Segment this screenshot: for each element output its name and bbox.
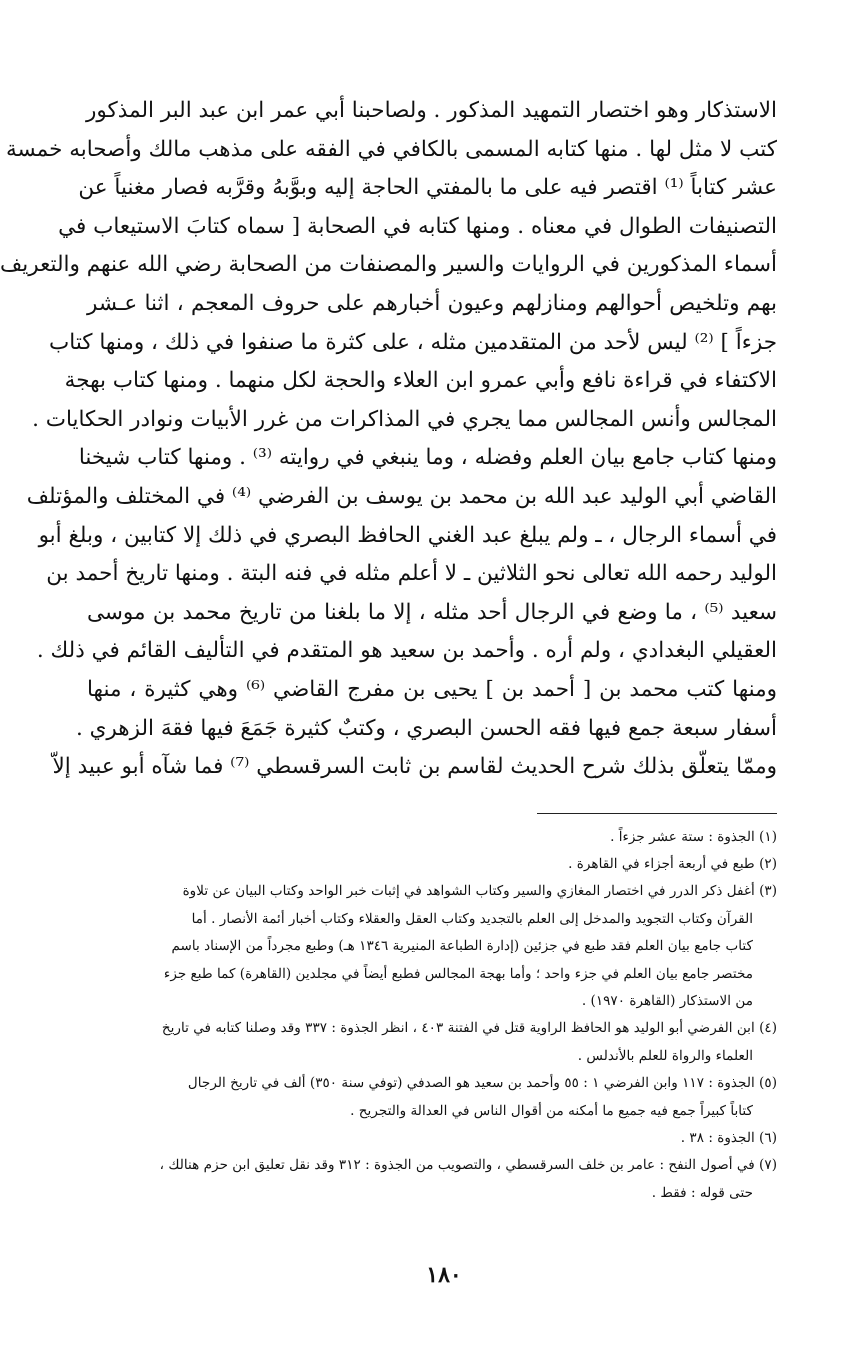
footnote: (٥) الجذوة : ١١٧ وابن الفرضي ١ : ٥٥ وأحمد بن سعيد هو الصدفي (توفي سنة ٣٥٠) ألف في تاريخ الرجال [187, 1075, 777, 1092]
page-number: ١٨٠ [426, 1262, 462, 1288]
text-line: أسماء المذكورين في الروايات والسير والمصنفات من الصحابة رضي الله عنهم والتعريف [0, 252, 777, 278]
footnote: (٤) ابن الفرضي أبو الوليد هو الحافظ الراوية قتل في الفتنة ٤٠٣ ، انظر الجذوة : ٣٣٧ وقد وصلنا كتابه في تاريخ [161, 1020, 777, 1037]
page-content [0, 92, 777, 1207]
footnote-continuation: كتاب جامع بيان العلم فقد طبع في جزئين (إدارة الطباعة المنيرية ١٣٤٦ هـ) وطبع مجرداً من الإسناد باسم [171, 938, 753, 955]
text-line: أسفار سبعة جمع فيها فقه الحسن البصري ، وكتبٌ كثيرة جَمَعَ فيها فقهَ الزهري . [75, 715, 777, 741]
footnote-continuation: العلماء والرواة للعلم بالأندلس . [577, 1047, 753, 1064]
text-line: العقيلي البغدادي ، ولم أره . وأحمد بن سعيد هو المتقدم في التأليف القائم في ذلك . [36, 638, 777, 664]
footnote-continuation: حتى قوله : فقط . [651, 1184, 753, 1201]
footnote-continuation: كتاباً كبيراً جمع فيه جميع ما أمكنه من أقوال الناس في العدالة والتجريح . [350, 1102, 753, 1119]
text-line: الاستذكار وهو اختصار التمهيد المذكور . ولصاحبنا أبي عمر ابن عبد البر المذكور [86, 98, 777, 123]
text-line: المجالس وأنس المجالس مما يجري في المذاكرات من غرر الأبيات ونوادر الحكايات . [32, 406, 777, 432]
text-line: في أسماء الرجال ، ـ ولم يبلغ عبد الغني الحافظ البصري في ذلك إلا كتابين ، وبلغ أبو [38, 522, 777, 548]
text-line: وممّا يتعلّق بذلك شرح الحديث لقاسم بن ثابت السرقسطي ⁽⁷⁾ فما شآه أبو عبيد إلاّ [52, 754, 777, 780]
text-line: سعيد ⁽⁵⁾ ، ما وضع في الرجال أحد مثله ، إلا ما بلغنا من تاريخ محمد بن موسى [87, 599, 777, 625]
text-line: كتب لا مثل لها . منها كتابه المسمى بالكافي في الفقه على مذهب مالك وأصحابه خمسة [5, 136, 777, 162]
footnote: (٦) الجذوة : ٣٨ . [680, 1129, 777, 1146]
text-line: ومنها كتاب جامع بيان العلم وفضله ، وما ينبغي في روايته ⁽³⁾ . ومنها كتاب شيخنا [78, 445, 777, 471]
text-line: القاضي أبي الوليد عبد الله بن محمد بن يوسف بن الفرضي ⁽⁴⁾ في المختلف والمؤتلف [26, 483, 777, 509]
text-line: الاكتفاء في قراءة نافع وأبي عمرو ابن العلاء والحجة لكل منهما . ومنها كتاب بهجة [64, 368, 777, 394]
text-line: التصنيفات الطوال في معناه . ومنها كتابه في الصحابة [ سماه كتابَ الاستيعاب في [58, 213, 777, 239]
footnote: (٢) طبع في أربعة أجزاء في القاهرة . [568, 856, 777, 873]
footnote-separator [537, 813, 777, 814]
footnote-continuation: القرآن وكتاب التجويد والمدخل إلى العلم بالتجديد وكتاب العقل والعقلاء وكتاب أخبار أئمة الأنصار . أما [191, 910, 753, 927]
text-line: بهم وتلخيص أحوالهم ومنازلهم وعيون أخبارهم على حروف المعجم ، اثنا عـشر [87, 290, 777, 316]
footnotes-block [87, 824, 777, 1207]
text-line: ومنها كتب محمد بن [ أحمد بن ] يحيى بن مفرج القاضي ⁽⁶⁾ وهي كثيرة ، منها [87, 676, 777, 702]
footnote: (٣) أغفل ذكر الدرر في اختصار المغازي والسير وكتاب الشواهد في إثبات خبر الواحد وكتاب البيان عن تلاوة [182, 883, 777, 900]
text-line: الوليد رحمه الله تعالى نحو الثلاثين ـ لا أعلم مثله في فنه البتة . ومنها تاريخ أحمد بن [46, 561, 777, 587]
footnote: (٧) في أصول النفح : عامر بن خلف السرقسطي ، والتصويب من الجذوة : ٣١٢ وقد نقل تعليق ابن حزم هنالك ، [159, 1157, 777, 1174]
main-text-block [0, 92, 777, 787]
text-line: جزءاً ] ⁽²⁾ ليس لأحد من المتقدمين مثله ، على كثرة ما صنفوا في ذلك ، ومنها كتاب [49, 329, 777, 355]
footnote: (١) الجذوة : ستة عشر جزءاً . [610, 828, 777, 845]
footnote-continuation: من الاستذكار (القاهرة ١٩٧٠) . [581, 993, 753, 1010]
text-line: عشر كتاباً ⁽¹⁾ اقتصر فيه على ما بالمفتي الحاجة إليه وبوَّبهُ وقرَّبه فصار مغنياً عن [78, 175, 777, 201]
footnote-continuation: مختصر جامع بيان العلم في جزء واحد ؛ وأما بهجة المجالس فطبع أيضاً في مجلدين (القاهرة) كما طبع جزء [163, 965, 753, 982]
